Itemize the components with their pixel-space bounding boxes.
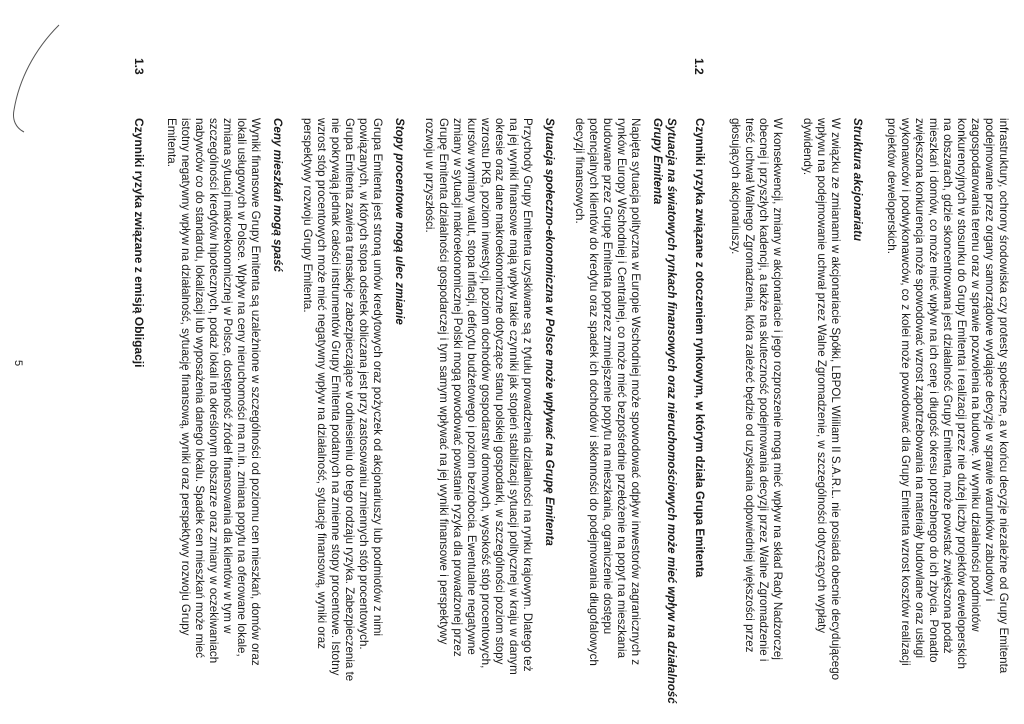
text-line: rozwoju w przyszłości. [423, 118, 436, 233]
struktura-heading: Struktura akcjonariatu [851, 118, 864, 242]
ceny-heading: Ceny mieszkań mogą spaść [271, 118, 284, 273]
section-title-1-2: Czynniki ryzyka związane z otoczeniem rynkowym, w którym działa Grupa Emitenta [693, 118, 706, 578]
text-line: lokali usługowych w Polsce. Wpływ na ceny nieruchomości ma m.in. zmiana popytu na oferowane lokale, [235, 118, 248, 657]
text-line: Napięta sytuacja polityczna w Europie Wschodniej może spowodować odpływ inwestorów zagranicznych z [629, 118, 642, 666]
text-line: zmiany w sytuacji makroekonomicznej Polski mogą powodować powstanie ryzyka dla prowadzonej przez [451, 118, 464, 657]
section-number-1-2: 1.2 [692, 58, 706, 75]
page-number: 5 [12, 360, 24, 367]
text-line: Grupę Emitenta działalności gospodarczej i tym samym wpływać na jej wyniki finansowe i perspektywy [437, 118, 450, 645]
stopy-heading: Stopy procentowe mogą ulec zmianie [393, 118, 406, 325]
text-line: istotny negatywny wpływ na działalność, sytuację finansową, wyniki oraz perspektywy rozwoju Grupy [179, 118, 192, 636]
text-line: projektów deweloperskich. [885, 118, 898, 254]
text-line: powiązanych, w których stopa odsetek obliczana jest przy zastosowaniu zmiennych stóp procentowych. [357, 118, 370, 650]
text-line: treść uchwał Walnego Zgromadzenia, która zależeć będzie od uzyskania odpowiedniej większości przez [743, 118, 756, 653]
text-line: wzrostu PKB, poziom inwestycji, poziom dochodów gospodarstw domowych, wysokość stóp procentowych, [479, 118, 492, 669]
text-line: W konsekwencji, zmiany w akcjonariacie i jego rozproszenie mogą mieć wpływ na skład Rady Nadzorczej [771, 118, 784, 660]
text-line: rynków Europy Wschodniej i Centralnej, co może mieć bezpośrednie przełożenie na popyt na mieszkania [615, 118, 628, 659]
text-line: obecnej i przyszłych kadencji, a także na skuteczność podejmowania decyzji przez Walne Zgromadzenie i [757, 118, 770, 662]
sytuacja-heading-cont: Grupy Emitenta [651, 118, 664, 205]
spoleczno-heading: Sytuacja społeczno-ekonomiczna w Polsce może wpływać na Grupę Emitenta [543, 118, 556, 546]
text-line: wpływu na podejmowanie uchwał przez Walne Zgromadzenie, w szczególności dotyczących wypłaty [815, 118, 828, 634]
text-line: mieszkań i domów, co może mieć wpływ na ich cenę i długość okresu potrzebnego do ich zbycia. Ponadto [927, 118, 940, 663]
text-line: głosujących akcjonariuszy. [729, 118, 742, 255]
text-line: zwiększona konkurencja może spowodować wzrost zapotrzebowania na materiały budowlane oraz usługi [913, 118, 926, 659]
text-line: zmiana sytuacji makroekonomicznej w Polsce, dostępność źródeł finansowania dla klientów w tym w [221, 118, 234, 634]
text-line: budowane przez Grupę Emitenta poprzez zmniejszenie popytu na mieszkania, ograniczenie dostępu [601, 118, 614, 635]
text-line: nabywców co do standardu, lokalizacji lub wyposażenia danego lokalu. Spadek cen mieszkań może mieć [193, 118, 206, 659]
text-line: podejmowane przez organy samorządowe wydające decyzje w sprawie warunków zabudowy i [983, 118, 996, 602]
text-line: na obszarach, gdzie skoncentrowana jest działalność Grupy Emitenta, może powstać zwiększona podaż [941, 118, 954, 654]
text-line: perspektywy rozwoju Grupy Emitenta. [301, 118, 314, 313]
section-number-1-3: 1.3 [132, 58, 146, 75]
text-line: Emitenta. [165, 118, 178, 167]
text-line: W związku ze zmianami w akcjonariacie Spółki, LBPOL Wiiliam II S.A.R.L. nie posiada obecnie decydującego [829, 118, 842, 681]
text-line: infrastruktury, ochrony środowiska czy protesty społeczne, a w końcu decyzje niezależne od Grupy Emitenta [997, 118, 1010, 674]
text-line: nie pokrywają jednak całości instrumentów Grupy Emitenta podatnych na zmienne stopy procentowe. Istotny [329, 118, 342, 676]
handwritten-mark [4, 20, 64, 140]
text-line: szczególności kredytów hipotecznych, podaż lokali na określonym obszarze oraz zmiany w oczekiwaniach [207, 118, 220, 664]
text-line: wzrost stóp procentowych może mieć negatywny wpływ na działalność, sytuację finansową, wyniki oraz [315, 118, 328, 649]
text-line: konkurencyjnych w stosunku do Grupy Emitenta i realizacji przez nie dużej liczby projektów deweloperskich [955, 118, 968, 669]
text-line: dywidendy. [801, 118, 814, 176]
text-line: Grupa Emitenta zawiera transakcje zabezpieczające w odniesieniu do tego rodzaju ryzyka. Zabezpieczenia te [343, 118, 356, 682]
text-line: wykonawców i podwykonawców, co z kolei może powodować dla Grupy Emitenta wzrost kosztów realizacji [899, 118, 912, 666]
text-line: Wyniki finansowe Grupy Emitenta są uzależnione w szczególności od poziomu cen mieszkań, domów oraz [249, 118, 262, 666]
text-line: decyzji finansowych. [573, 118, 586, 224]
text-line: zagospodarowania terenu oraz w sprawie pozwolenia na budowę. W wyniku działalności podmiotów [969, 118, 982, 632]
text-line: na jej wyniki finansowe mają wpływ takie czynniki jak stopień stabilizacji sytuacji politycznej w kraju w danym [507, 118, 520, 675]
section-title-1-3: Czynniki ryzyka związane z emisją Obligacji [132, 118, 146, 368]
text-line: potencjalnych klientów do kredytu oraz spadek ich dochodów i skłonności do podejmowania długofalowych [587, 118, 600, 666]
text-line: kursów wymiany walut, stopa inflacji, deficytu budżetowego i poziom bezrobocia. Ewentualne negatywne [465, 118, 478, 655]
text-line: Przychody Grupy Emitenta uzyskiwane są z tytułu prowadzenia działalności na rynku krajowym. Dlatego też [521, 118, 534, 672]
text-line: okresie oraz dane makroekonomiczne dotyczące stanu polskiej gospodarki, w szczególności poziom stopy [493, 118, 506, 665]
text-line: Grupa Emitenta jest stroną umów kredytowych oraz pożyczek od akcjonariuszy lub podmiotów z nimi [371, 118, 384, 637]
sytuacja-heading: Sytuacja na światowych rynkach finansowych oraz nieruchomościowych może mieć wpływ na działalność [665, 118, 678, 704]
